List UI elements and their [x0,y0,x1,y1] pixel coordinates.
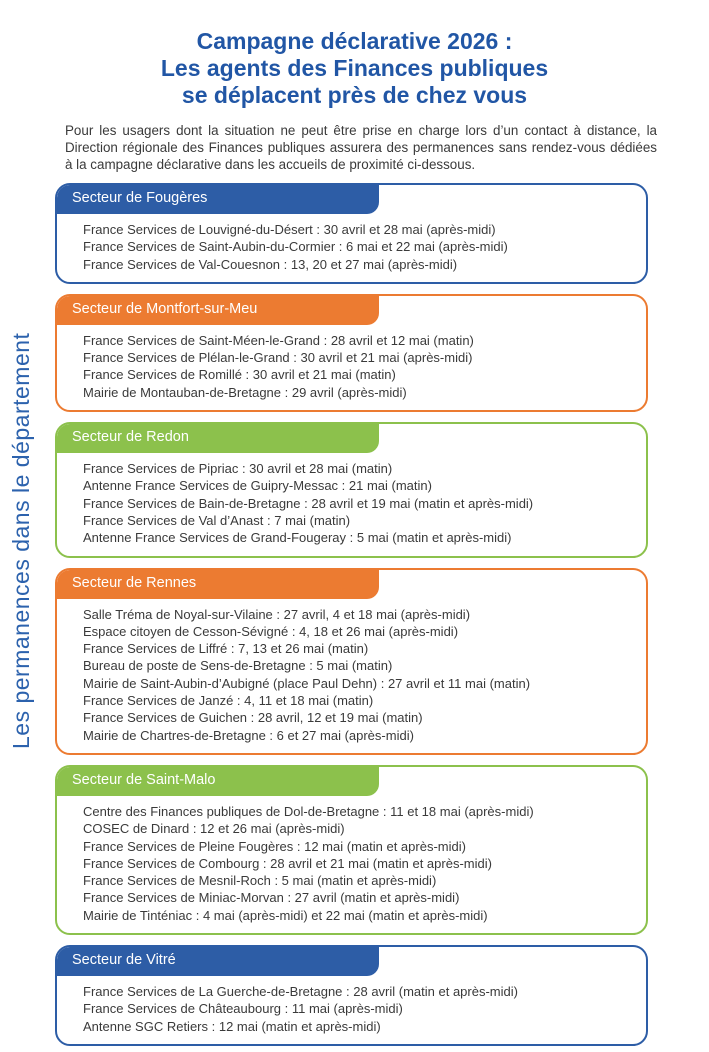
schedule-line: France Services de Mesnil-Roch : 5 mai (matin et après-midi) [83,873,437,889]
schedule-line: Antenne France Services de Guipry-Messac : 21 mai (matin) [83,478,432,494]
page-title-line-3: se déplacent près de chez vous [181,82,528,108]
sector-header-tab [57,947,379,976]
schedule-line: France Services de Bain-de-Bretagne : 28 avril et 19 mai (matin et après-midi) [83,495,534,511]
sector-title: Secteur de Saint-Malo [72,771,216,788]
page-title [0,28,709,109]
schedule-line: France Services de Pipriac : 30 avril et 28 mai (matin) [83,461,393,477]
sector-header-tab [57,570,379,599]
sector-header-tab [57,296,379,325]
schedule-line: France Services de Liffré : 7, 13 et 26 mai (matin) [83,641,369,657]
schedule-line: France Services de Val d’Anast : 7 mai (matin) [83,512,351,528]
schedule-line: Antenne France Services de Grand-Fougeray : 5 mai (matin et après-midi) [83,530,512,546]
sector-schedule-list [57,976,646,1035]
sector-header-tab [57,424,379,453]
schedule-line: France Services de Romillé : 30 avril et 21 mai (matin) [83,367,396,383]
schedule-line: Salle Tréma de Noyal-sur-Vilaine : 27 avril, 4 et 18 mai (après-midi) [83,606,471,622]
page-title-line-1: Campagne déclarative 2026 : [196,28,513,54]
schedule-line: France Services de Saint-Méen-le-Grand : 28 avril et 12 mai (matin) [83,332,474,348]
sector-box [55,765,648,935]
sector-schedule-list [57,796,646,924]
sector-title: Secteur de Vitré [72,952,176,969]
schedule-line: France Services de Combourg : 28 avril et 21 mai (matin et après-midi) [83,855,492,871]
schedule-line: France Services de Châteaubourg : 11 mai (après-midi) [83,1001,403,1017]
schedule-line: Mairie de Montauban-de-Bretagne : 29 avril (après-midi) [83,384,407,400]
sector-schedule-list [57,214,646,273]
schedule-line: Antenne SGC Retiers : 12 mai (matin et après-midi) [83,1018,381,1034]
sector-box [55,294,648,412]
sector-header-tab [57,185,379,214]
schedule-line: France Services de Val-Couesnon : 13, 20 et 27 mai (après-midi) [83,256,458,272]
schedule-line: Centre des Finances publiques de Dol-de-Bretagne : 11 et 18 mai (après-midi) [83,803,534,819]
sections-container [55,183,648,1046]
sector-box [55,568,648,755]
schedule-line: Bureau de poste de Sens-de-Bretagne : 5 mai (matin) [83,658,393,674]
sector-schedule-list [57,599,646,744]
sector-box [55,945,648,1046]
sector-title: Secteur de Montfort-sur-Meu [72,300,258,317]
side-vertical-label: Les permanences dans le département [8,332,34,750]
schedule-line: France Services de Miniac-Morvan : 27 avril (matin et après-midi) [83,890,460,906]
schedule-line: Mairie de Saint-Aubin-d’Aubigné (place Paul Dehn) : 27 avril et 11 mai (matin) [83,675,531,691]
page-title-line-2: Les agents des Finances publiques [160,55,549,81]
sector-title: Secteur de Rennes [72,574,197,591]
schedule-line: France Services de Guichen : 28 avril, 12 et 19 mai (matin) [83,710,423,726]
document-page [0,28,709,1052]
schedule-line: France Services de Janzé : 4, 11 et 18 mai (matin) [83,693,374,709]
schedule-line: France Services de Plélan-le-Grand : 30 avril et 21 mai (après-midi) [83,350,473,366]
schedule-line: France Services de Louvigné-du-Désert : 30 avril et 28 mai (après-midi) [83,222,496,237]
sector-title: Secteur de Redon [72,429,189,446]
sector-schedule-list [57,453,646,546]
schedule-line: COSEC de Dinard : 12 et 26 mai (après-midi) [83,821,345,837]
sector-header-tab [57,767,379,796]
sector-box [55,183,648,284]
schedule-line: Mairie de Chartres-de-Bretagne : 6 et 27 mai (après-midi) [83,727,414,743]
schedule-line: Espace citoyen de Cesson-Sévigné : 4, 18 et 26 mai (après-midi) [83,623,459,639]
intro-paragraph: Pour les usagers dont la situation ne peut être prise en charge lors d’un contact à distance, la Direction régionale des Finances publiques assurera des permanences sans rendez-vous dédiées à la campagne déclarative dans les accueils de proximité ci-dessous. [65,123,657,172]
sector-box [55,422,648,557]
schedule-line: France Services de Pleine Fougères : 12 mai (matin et après-midi) [83,838,466,854]
schedule-line: France Services de Saint-Aubin-du-Cormier : 6 mai et 22 mai (après-midi) [83,239,508,255]
schedule-line: France Services de La Guerche-de-Bretagne : 28 avril (matin et après-midi) [83,984,518,1000]
schedule-line: Mairie de Tinténiac : 4 mai (après-midi) et 22 mai (matin et après-midi) [83,907,488,923]
sector-title: Secteur de Fougères [72,190,208,206]
sector-schedule-list [57,325,646,401]
